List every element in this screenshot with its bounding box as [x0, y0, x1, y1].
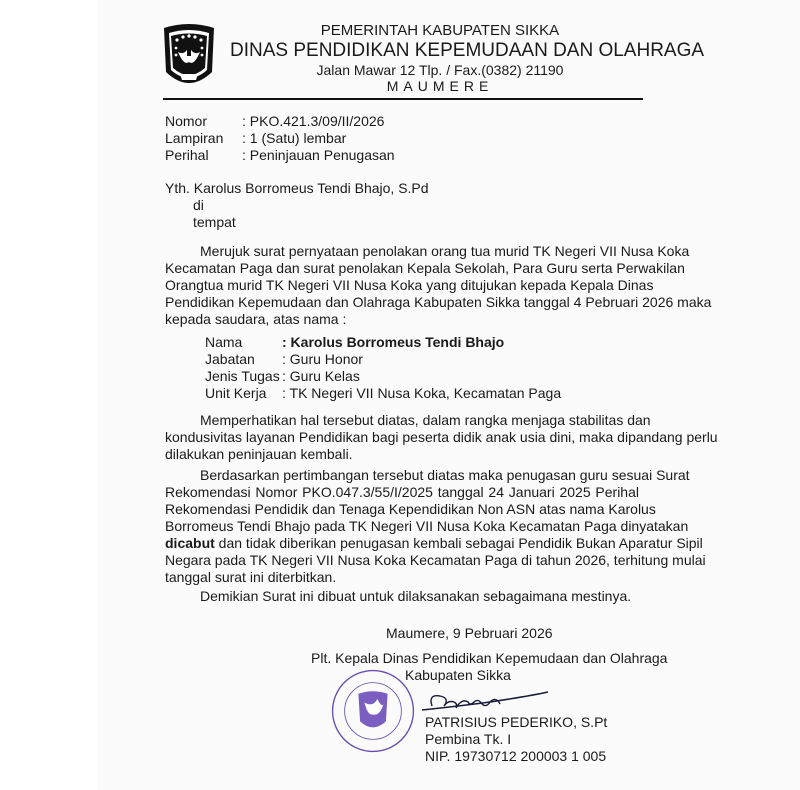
identity-label: Jabatan: [205, 351, 255, 367]
identity-label: Unit Kerja: [205, 385, 267, 401]
identity-value: : TK Negeri VII Nusa Koka, Kecamatan Paga: [282, 385, 562, 401]
paragraph-line: kepada saudara, atas nama :: [165, 311, 347, 327]
lampiran-label: Lampiran: [165, 130, 224, 146]
paragraph-decision: [165, 467, 706, 586]
paragraph-line: Pendidikan Kepemudaan dan Olahraga Kabupaten Sikka tanggal 4 Pebruari 2026 maka: [165, 294, 712, 310]
letterhead-address: Jalan Mawar 12 Tlp. / Fax.(0382) 21190: [316, 62, 564, 78]
paragraph-line: Kecamatan Paga dan surat penolakan Kepala Sekolah, Para Guru serta Perwakilan: [165, 260, 685, 276]
identity-value: : Guru Kelas: [282, 368, 360, 384]
recipient-name: Yth. Karolus Borromeus Tendi Bhajo, S.Pd: [165, 180, 429, 196]
official-stamp-icon: [330, 668, 416, 754]
place-date: Maumere, 9 Pebruari 2026: [386, 625, 553, 641]
identity-value: : Guru Honor: [282, 351, 363, 367]
nomor-value: : PKO.421.3/09/II/2026: [242, 113, 385, 129]
paragraph-line: dilakukan peninjauan kembali.: [165, 446, 353, 462]
kabupaten-logo-icon: [160, 22, 218, 94]
paragraph-line-rest: dan tidak diberikan penugasan kembali sebagai Pendidik Bukan Aparatur Sipil: [214, 535, 703, 551]
letterhead-divider: [163, 98, 643, 100]
paragraph-line: Berdasarkan pertimbangan tersebut diatas maka penugasan guru sesuai Surat: [200, 467, 690, 483]
paragraph-reference: [165, 243, 712, 328]
perihal-label: Perihal: [165, 147, 209, 163]
paragraph-closing: Demikian Surat ini dibuat untuk dilaksanakan sebagaimana mestinya.: [200, 588, 632, 604]
paragraph-line: Memperhatikan hal tersebut diatas, dalam rangka menjaga stabilitas dan: [200, 412, 651, 428]
handwritten-signature-icon: [420, 690, 550, 712]
paragraph-line: Negara pada TK Negeri VII Nusa Koka Kecamatan Paga di tahun 2026, terhitung mulai: [165, 552, 706, 568]
paragraph-line: kondusivitas layanan Pendidikan bagi peserta didik anak usia dini, maka dipandang perlu: [165, 429, 718, 445]
signatory-title: Plt. Kepala Dinas Pendidikan Kepemudaan dan Olahraga: [311, 650, 668, 666]
letterhead-agency: DINAS PENDIDIKAN KEPEMUDAAN DAN OLAHRAGA: [230, 40, 705, 61]
identity-label: Jenis Tugas: [205, 368, 280, 384]
paragraph-consideration: [165, 412, 718, 463]
nomor-label: Nomor: [165, 113, 208, 129]
paragraph-line: Rekomendasi Nomor PKO.047.3/55/I/2025 tanggal 24 Januari 2025 Perihal: [165, 484, 639, 500]
identity-name-value: : Karolus Borromeus Tendi Bhajo: [282, 334, 505, 350]
signatory-rank: Pembina Tk. I: [425, 731, 512, 747]
identity-label: Nama: [205, 334, 243, 350]
paragraph-line: Orangtua murid TK Negeri VII Nusa Koka yang ditujukan kepada Kepala Dinas: [165, 277, 654, 293]
lampiran-value: : 1 (Satu) lembar: [242, 130, 347, 146]
paragraph-line: Rekomendasi Pendidik dan Tenaga Kependidikan Non ASN atas nama Karolus: [165, 501, 656, 517]
recipient-place: tempat: [193, 214, 236, 230]
paragraph-line: Merujuk surat pernyataan penolakan orang tua murid TK Negeri VII Nusa Koka: [200, 243, 690, 259]
paragraph-line: [165, 535, 703, 552]
paragraph-line: tanggal surat ini diterbitkan.: [165, 569, 337, 585]
paragraph-line: Borromeus Tendi Bhajo pada TK Negeri VII Nusa Koka Kecamatan Paga dinyatakan: [165, 518, 689, 534]
letterhead-government: PEMERINTAH KABUPATEN SIKKA: [320, 22, 560, 39]
signatory-region: Kabupaten Sikka: [405, 667, 511, 683]
perihal-value: : Peninjauan Penugasan: [242, 147, 395, 163]
signatory-name: PATRISIUS PEDERIKO, S.Pt: [425, 714, 608, 730]
recipient-di: di: [193, 197, 204, 213]
signatory-nip: NIP. 19730712 200003 1 005: [425, 748, 607, 764]
revoked-emphasis: dicabut: [165, 535, 215, 551]
letterhead-city: MAUMERE: [386, 78, 494, 94]
